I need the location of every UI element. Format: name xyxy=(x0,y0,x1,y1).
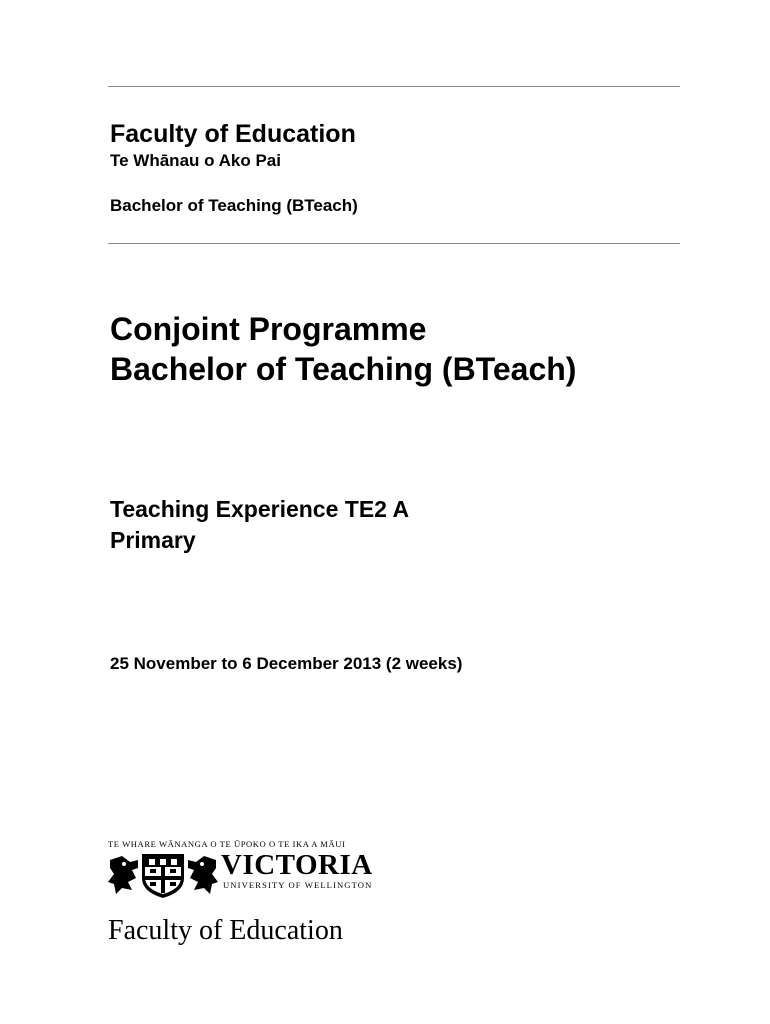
subtitle-line-2: Primary xyxy=(110,527,196,553)
subtitle-line-1: Teaching Experience TE2 A xyxy=(110,496,410,522)
title-line-2: Bachelor of Teaching (BTeach) xyxy=(110,351,577,387)
document-subtitle xyxy=(110,494,409,556)
university-crest-icon xyxy=(108,852,218,898)
maori-faculty-name: Te Whānau o Ako Pai xyxy=(110,151,281,170)
logo-university-name: UNIVERSITY OF WELLINGTON xyxy=(223,880,373,890)
top-divider xyxy=(108,86,680,87)
title-line-1: Conjoint Programme xyxy=(110,311,427,347)
faculty-heading: Faculty of Education xyxy=(110,120,356,148)
footer-faculty-name: Faculty of Education xyxy=(108,915,343,946)
logo-wordmark: VICTORIA xyxy=(221,849,373,881)
logo-motto: TE WHARE WĀNANGA O TE ŪPOKO O TE IKA A MĀUI xyxy=(108,839,346,849)
university-logo xyxy=(108,838,388,898)
header-divider xyxy=(108,243,680,244)
document-title xyxy=(110,309,576,389)
date-range: 25 November to 6 December 2013 (2 weeks) xyxy=(110,654,463,673)
programme-name: Bachelor of Teaching (BTeach) xyxy=(110,196,358,215)
